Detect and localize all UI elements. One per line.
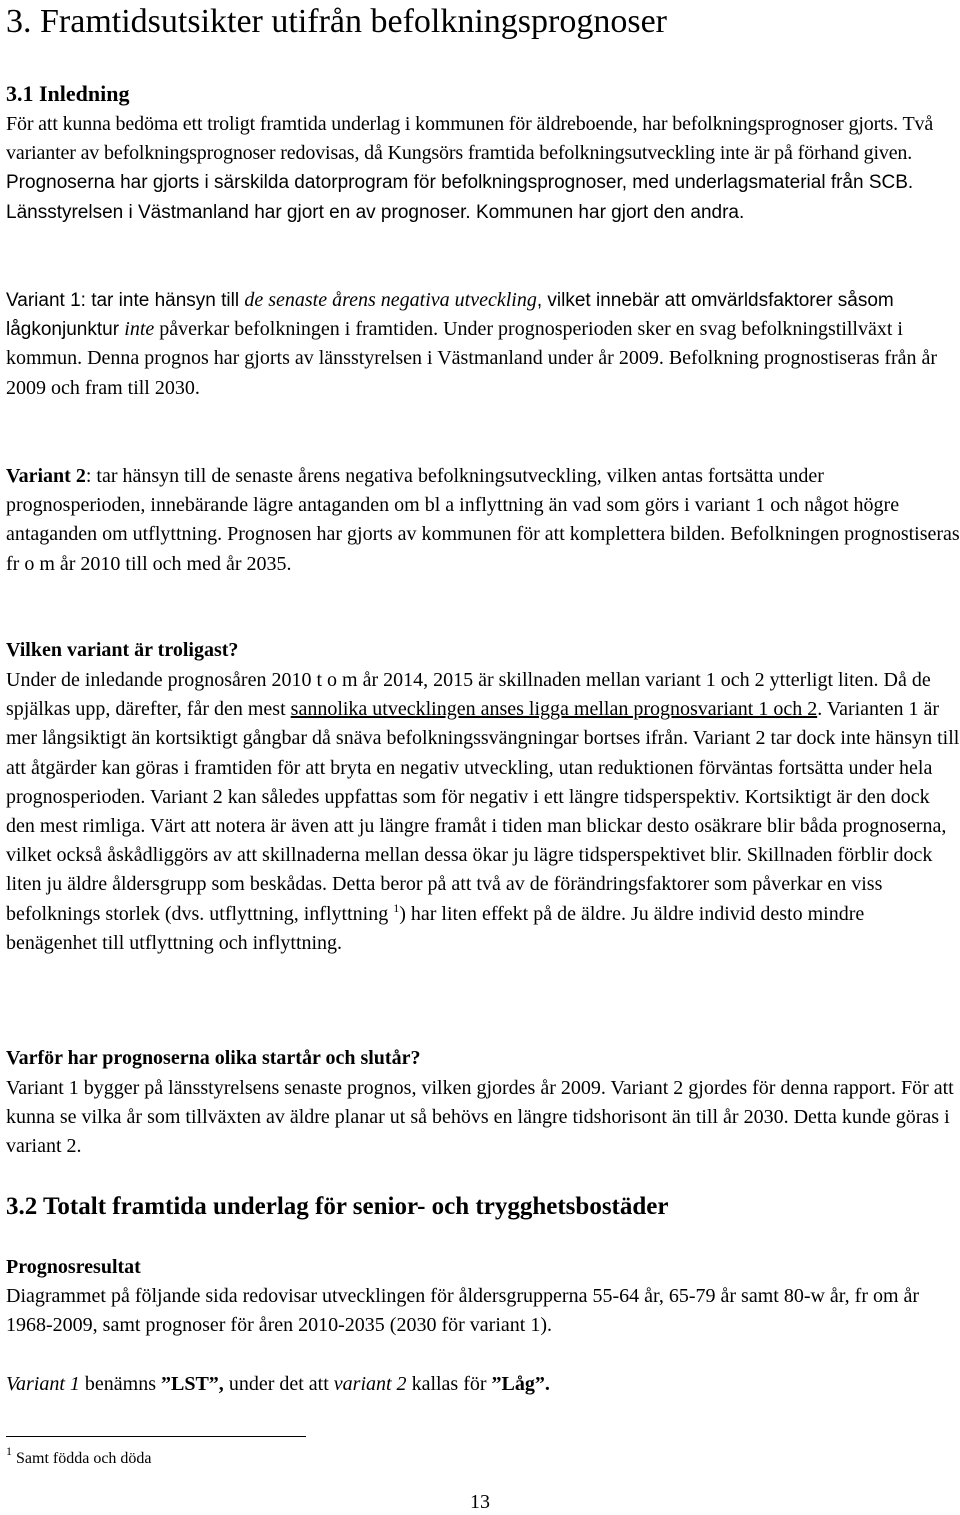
variant1-emphasis-a: de senaste årens negativa utveckling	[244, 289, 537, 311]
section-heading-3-1: 3.1 Inledning	[6, 81, 130, 106]
variant2-text: : tar hänsyn till de senaste årens negativa befolkningsutveckling, vilken antas fortsätta under prognosperioden, innebärande lägre antaganden om bl a inflyttning än vad som görs i variant 1 och något högre antaganden om utflyttning. Prognosen har gjorts av kommunen för att komplettera bilden. Befolkningen prognostiseras fr o m år 2010 till och med år 2035.	[6, 465, 960, 575]
intro-text-sans: Prognoserna har gjorts i särskilda datorprogram för befolkningsprognoser, med underlagsmaterial från SCB. Länsstyrelsen i Västmanland har gjort en av prognoser. Kommunen har gjort den andra.	[6, 172, 914, 223]
naming-paragraph	[6, 1370, 960, 1399]
naming-variant2: variant 2	[333, 1373, 407, 1395]
footnote-text: Samt födda och döda	[12, 1450, 152, 1467]
page-number: 13	[470, 1491, 490, 1513]
variant1-paragraph	[6, 286, 960, 403]
intro-text-serif: För att kunna bedöma ett troligt framtida underlag i kommunen för äldreboende, har befolkningsprognoser gjorts. Två varianter av befolkningsprognoser redovisas, då Kungsörs framtida befolkningsutveckling inte är på förhand given.	[6, 113, 934, 165]
variant2-label: Variant 2	[6, 465, 86, 487]
footnote-number: 1	[6, 1444, 12, 1458]
likely-text-c: ) har liten effekt på de äldre. Ju äldre individ desto mindre benägenhet till utflyttning och inflyttning.	[6, 902, 865, 954]
section-heading-3-2: 3.2 Totalt framtida underlag för senior- och trygghetsbostäder	[6, 1193, 669, 1220]
footnote	[6, 1444, 152, 1470]
variant1-text-b: , vilket innebär att omvärldsfaktorer såsom lågkonjunktur	[6, 290, 894, 341]
naming-text-a: benämns	[79, 1373, 161, 1395]
startyear-heading: Varför har prognoserna olika startår och slutår?	[6, 1047, 421, 1069]
naming-text-b: under det att	[223, 1373, 334, 1395]
variant2-paragraph	[6, 462, 960, 579]
naming-lag: ”Låg”.	[491, 1373, 550, 1395]
variant1-text-a: : tar inte hänsyn till	[80, 290, 245, 311]
likely-underlined-text: sannolika utvecklingen anses ligga mellan prognosvariant 1 och 2	[290, 698, 818, 721]
naming-lst: ”LST”,	[161, 1373, 224, 1395]
variant1-text-c: påverkar befolkningen i framtiden. Under prognosperioden sker en svag befolkningstillväxt i kommun. Denna prognos har gjorts av länsstyrelsen i Västmanland under år 2009. Befolkning prognostiseras från år 2009 och fram till 2030.	[6, 318, 938, 399]
likely-text-b: . Varianten 1 är mer långsiktigt än kortsiktigt gångbar då snäva befolkningssvängningar bortses ifrån. Variant 2 tar dock inte hänsyn till att åtgärder kan göras i framtiden för att bryta en negativ utveckling, utan reduktionen förväntas fortsätta under hela prognosperioden. Variant 2 kan således uppfattas som för negativ i ett längre tidsperspektiv. Kortsiktigt är den dock den mest rimliga. Värt att notera är även att ju längre framåt i tiden man blickar desto osäkrare blir båda prognoserna, vilket också åskådliggörs av att skillnaderna mellan dessa ökar ju lägre tidsperspektivet blir. Skillnaden förblir dock liten ju äldre åldersgrupp som beskådas. Detta beror på att två av de förändringsfaktorer som påverkar en viss befolknings storlek (dvs. utflyttning, inflyttning	[6, 698, 960, 925]
footnote-reference: 1	[393, 900, 400, 915]
footnote-divider	[6, 1436, 306, 1437]
likely-text-a: Under de inledande prognosåren 2010 t o m år 2014, 2015 är skillnaden mellan variant 1 och 2 ytterligt liten. Då de spjälkas upp, därefter, får den mest	[6, 669, 931, 721]
likely-variant-paragraph	[6, 666, 960, 958]
naming-text-c: kallas för	[406, 1373, 492, 1395]
likely-variant-heading: Vilken variant är troligast?	[6, 639, 239, 661]
naming-variant1: Variant 1	[6, 1373, 80, 1395]
intro-paragraph	[6, 110, 960, 227]
variant1-emphasis-b: inte	[124, 318, 155, 341]
prognosresultat-heading: Prognosresultat	[6, 1256, 141, 1278]
variant1-label: Variant 1	[6, 290, 81, 311]
page-title: 3. Framtidsutsikter utifrån befolkningsprognoser	[6, 3, 668, 40]
prognosresultat-paragraph: Diagrammet på följande sida redovisar utvecklingen för åldersgrupperna 55-64 år, 65-79 år samt 80-w år, fr om år 1968-2009, samt prognoser för åren 2010-2035 (2030 för variant 1).	[6, 1285, 920, 1337]
startyear-paragraph: Variant 1 bygger på länsstyrelsens senaste prognos, vilken gjordes år 2009. Variant 2 gjordes för denna rapport. För att kunna se vilka år som tillväxten av äldre planar ut så behövs en längre tidshorisont än till år 2030. Detta kunde göras i variant 2.	[6, 1077, 954, 1158]
